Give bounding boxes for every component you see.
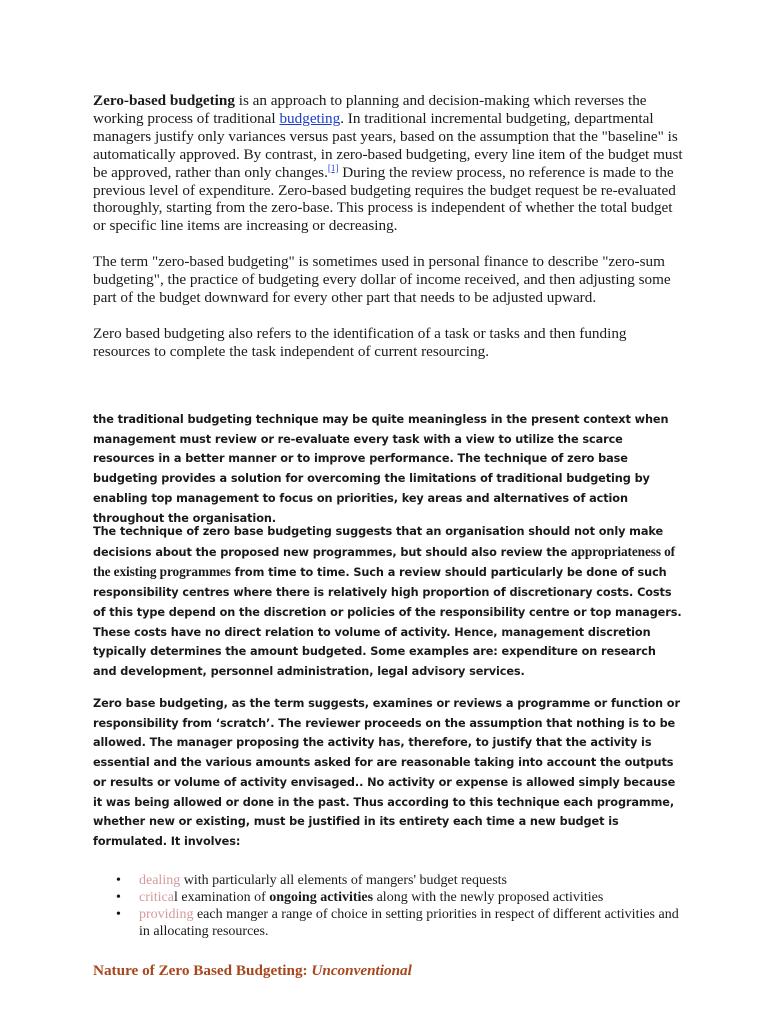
- footnote-1-link[interactable]: [1]: [327, 162, 339, 173]
- paragraph-text: . In traditional incremental budgeting, departmental managers justify only variances versus past years, based on the assumption that the "baseline" is automatically approved. By contrast, in zero-based budgeting, every line item of the budget must be approved, rather than only changes.: [93, 109, 683, 181]
- bullet-icon: •: [116, 890, 121, 905]
- section-heading: Nature of Zero Based Budgeting: Unconventional: [93, 962, 412, 979]
- list-item: • dealing with particularly all elements of mangers' budget requests: [116, 873, 507, 888]
- paragraph-text: The technique of zero base budgeting suggests that an organisation should not only make decisions about the proposed new programmes, but should also review the: [93, 525, 664, 559]
- paragraph-personal-finance: The term "zero-based budgeting" is sometimes used in personal finance to describe "zero-sum budgeting", the practice of budgeting every dollar of income received, and then adjusting some part of the budget downward for every other part that needs to be adjusted upward.: [93, 253, 671, 306]
- bold-phrase: appropriateness of the existing programmes: [93, 543, 676, 580]
- paragraph-task-funding: Zero based budgeting also refers to the identification of a task or tasks and then funding resources to complete the task independent of current resourcing.: [93, 325, 627, 360]
- paragraph-definition: [93, 92, 683, 235]
- paragraph-text: is an approach to planning and decision-making which reverses the working process of traditional: [93, 92, 647, 127]
- list-item: • critical examination of ongoing activities along with the newly proposed activities: [116, 890, 604, 905]
- bullet-icon: •: [116, 873, 121, 888]
- paragraph-from-scratch: Zero base budgeting, as the term suggests, examines or reviews a programme or function or responsibility from ‘scratch’. The reviewer proceeds on the assumption that nothing is to be allowed. The manager proposing the activity has, therefore, to justify that the activity is essential and the various amounts asked for are reasonable taking into account the outputs or results or volume of activity envisaged.. No activity or expense is allowed simply because it was being allowed or done in the past. Thus according to this technique each programme, whether new or existing, must be justified in its entirety each time a new budget is formulated. It involves:: [93, 697, 680, 848]
- involves-list: [93, 872, 693, 940]
- term-zero-based-budgeting: Zero-based budgeting: [93, 92, 235, 109]
- budgeting-link[interactable]: budgeting: [279, 109, 341, 127]
- bullet-icon: •: [116, 907, 121, 922]
- paragraph-text: During the review process, no reference is made to the previous level of expenditure. Zero-based budgeting requires the budget request be re-evaluated thoroughly, starting from the zero-base. This process is independent of whether the total budget or specific line items are increasing or decreasing.: [93, 163, 676, 235]
- paragraph-traditional-technique: the traditional budgeting technique may be quite meaningless in the present context when management must review or re-evaluate every task with a view to utilize the scarce resources in a better manner or to improve performance. The technique of zero base budgeting provides a solution for overcoming the limitations of traditional budgeting by enabling top management to focus on priorities, key areas and alternatives of action throughout the organisation.: [93, 413, 669, 525]
- list-item: • providing each manger a range of choice in setting priorities in respect of different activities and in allocating resources.: [116, 907, 679, 939]
- paragraph-zero-base-technique: [93, 522, 683, 682]
- paragraph-text: from time to time. Such a review should particularly be done of such responsibility centres where there is relatively high proportion of discretionary costs. Costs of this type depend on the discretion or policies of the responsibility centre or top managers. These costs have no direct relation to volume of activity. Hence, management discretion typically determines the amount budgeted. Some examples are: expenditure on research and development, personnel administration, legal advisory services.: [93, 566, 682, 678]
